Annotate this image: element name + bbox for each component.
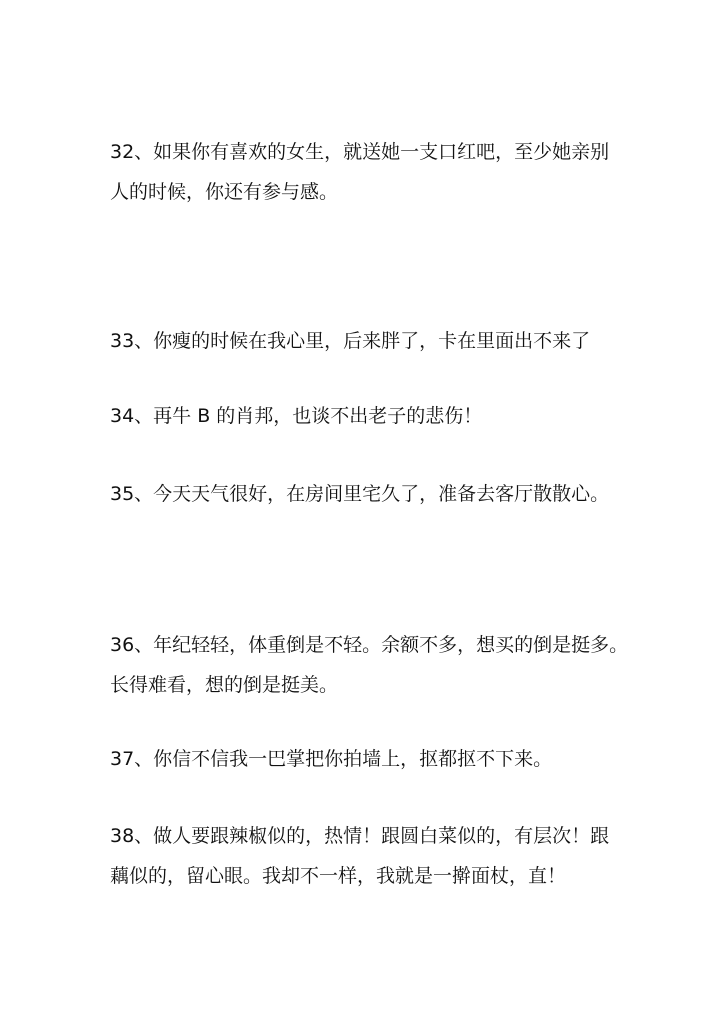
paragraph-line: 34、再牛 B 的肖邦，也谈不出老子的悲伤！ (110, 405, 483, 427)
joke-paragraph-34 (110, 396, 630, 436)
paragraph-line: 38、做人要跟辣椒似的，热情！跟圆白菜似的，有层次！跟 (110, 825, 610, 847)
paragraph-line: 37、你信不信我一巴掌把你拍墙上，抠都抠不下来。 (110, 748, 553, 770)
joke-paragraph-36 (110, 625, 630, 705)
paragraph-line: 人的时候，你还有参与感。 (110, 181, 339, 203)
paragraph-line: 35、今天天气很好，在房间里宅久了，准备去客厅散散心。 (110, 483, 610, 505)
joke-paragraph-32 (110, 132, 630, 212)
paragraph-line: 33、你瘦的时候在我心里，后来胖了，卡在里面出不来了 (110, 330, 591, 352)
joke-paragraph-33 (110, 321, 630, 361)
paragraph-line: 长得难看，想的倒是挺美。 (110, 674, 339, 696)
paragraph-line: 36、年纪轻轻，体重倒是不轻。余额不多，想买的倒是挺多。 (110, 634, 629, 656)
paragraph-line: 32、如果你有喜欢的女生，就送她一支口红吧，至少她亲别 (110, 141, 610, 163)
joke-paragraph-37 (110, 739, 630, 779)
joke-paragraph-38 (110, 816, 630, 896)
paragraph-line: 藕似的，留心眼。我却不一样，我就是一擀面杖，直！ (110, 865, 567, 887)
joke-paragraph-35 (110, 474, 630, 514)
